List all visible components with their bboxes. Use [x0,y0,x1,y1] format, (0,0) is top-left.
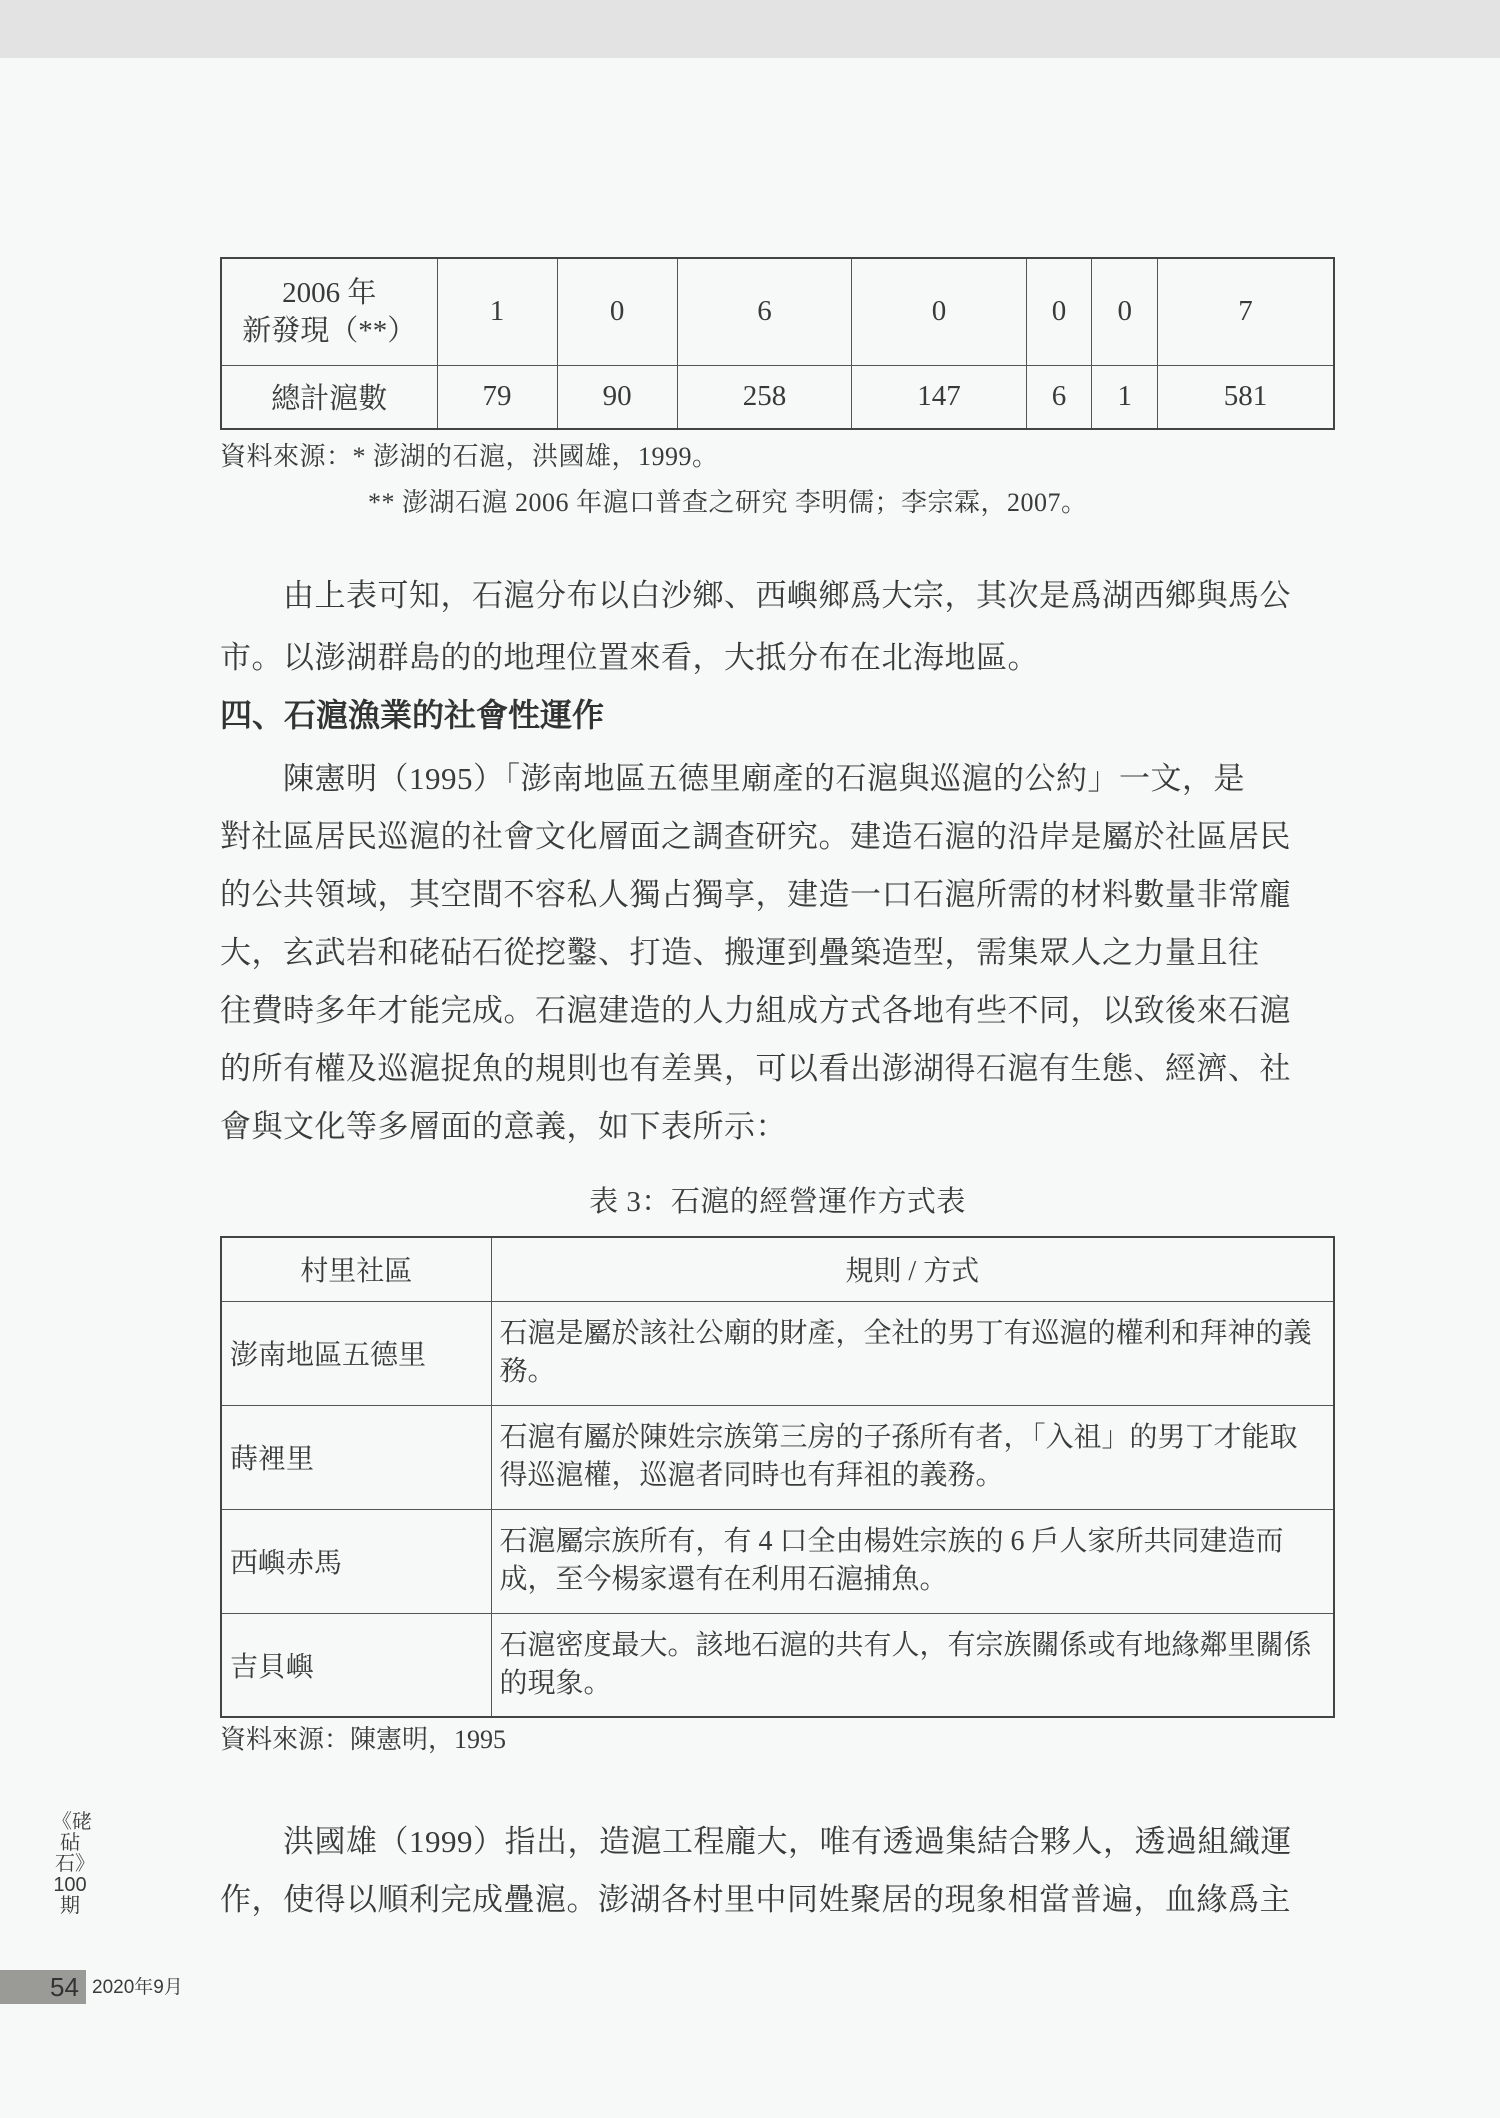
table-row [221,365,1334,429]
cell: 1 [1092,365,1158,429]
operation-table [220,1236,1335,1718]
page-number: 54 [50,1972,79,2002]
table-row [221,1405,1334,1509]
scan-top-band [0,0,1500,58]
table-row [221,1301,1334,1405]
rule-cell: 石滬屬宗族所有，有 4 口全由楊姓宗族的 6 戶人家所共同建造而成，至今楊家還有在利用石滬捕魚。 [491,1509,1334,1613]
row-label-line: 新發現（**） [242,314,417,347]
cell: 581 [1158,365,1334,429]
row-label [221,258,437,365]
column-header: 村里社區 [221,1237,491,1301]
cell: 0 [1092,258,1158,365]
table-row [221,1509,1334,1613]
section-heading: 四、石滬漁業的社會性運作 [220,697,605,733]
community-cell: 澎南地區五德里 [221,1301,491,1405]
table-source: 資料來源：陳憲明，1995 [220,1725,507,1754]
cell: 0 [557,258,677,365]
row-label: 總計滬數 [221,365,437,429]
paragraph-line: 由上表可知，石滬分布以白沙鄉、西嶼鄉爲大宗，其次是爲湖西鄉與馬公 [283,578,1291,613]
paragraph-line: 的公共領域，其空間不容私人獨占獨享，建造一口石滬所需的材料數量非常龐 [220,877,1291,912]
cell: 6 [1026,365,1092,429]
rule-cell: 石滬密度最大。該地石滬的共有人，有宗族關係或有地緣鄰里關係的現象。 [491,1613,1334,1717]
table-caption: 表 3：石滬的經營運作方式表 [589,1186,966,1218]
rule-cell: 石滬是屬於該社公廟的財產，全社的男丁有巡滬的權利和拜神的義務。 [491,1301,1334,1405]
issue-date: 2020年9月 [92,1977,183,1998]
table-row [221,258,1334,365]
table-row [221,1613,1334,1717]
table-header-row [221,1237,1334,1301]
paragraph-line: 會與文化等多層面的意義，如下表所示： [220,1109,787,1144]
cell: 1 [437,258,557,365]
table-source: 資料來源：* 澎湖的石滬，洪國雄，1999。 [220,442,719,471]
community-cell: 西嶼赤馬 [221,1509,491,1613]
paragraph-line: 大，玄武岩和硓砧石從挖鑿、打造、搬運到疊築造型，需集眾人之力量且往 [220,935,1260,970]
paragraph-line: 往費時多年才能完成。石滬建造的人力組成方式各地有些不同，以致後來石滬 [220,993,1291,1028]
cell: 6 [677,258,852,365]
operation-table-block [220,1236,1335,1756]
table-source: ** 澎湖石滬 2006 年滬口普查之研究 李明儒；李宗霖，2007。 [368,488,1088,517]
cell: 7 [1158,258,1334,365]
cell: 79 [437,365,557,429]
community-cell: 吉貝嶼 [221,1613,491,1717]
paragraph-line: 作，使得以順利完成疊滬。澎湖各村里中同姓聚居的現象相當普遍，血緣爲主 [220,1882,1291,1917]
paragraph-line: 陳憲明（1995）「澎南地區五德里廟產的石滬與巡滬的公約」一文，是 [283,761,1245,796]
cell: 0 [852,258,1027,365]
cell: 258 [677,365,852,429]
community-cell: 蒔裡里 [221,1405,491,1509]
paragraph-line: 洪國雄（1999）指出，造滬工程龐大，唯有透過集結合夥人，透過組織運 [283,1824,1292,1859]
rule-cell: 石滬有屬於陳姓宗族第三房的子孫所有者，「入祖」的男丁才能取得巡滬權，巡滬者同時也有拜祖的義務。 [491,1405,1334,1509]
column-header: 規則 / 方式 [491,1237,1334,1301]
cell: 0 [1026,258,1092,365]
paragraph-line: 市。以澎湖群島的的地理位置來看，大抵分布在北海地區。 [220,640,1039,675]
row-label-line: 2006 年 [282,276,377,309]
paragraph-line: 對社區居民巡滬的社會文化層面之調查研究。建造石滬的沿岸是屬於社區居民 [220,819,1291,854]
journal-title: 《硓砧石》100期 [52,1811,92,1917]
cell: 147 [852,365,1027,429]
paragraph-line: 的所有權及巡滬捉魚的規則也有差異，可以看出澎湖得石滬有生態、經濟、社 [220,1051,1291,1086]
count-table [220,257,1335,430]
cell: 90 [557,365,677,429]
